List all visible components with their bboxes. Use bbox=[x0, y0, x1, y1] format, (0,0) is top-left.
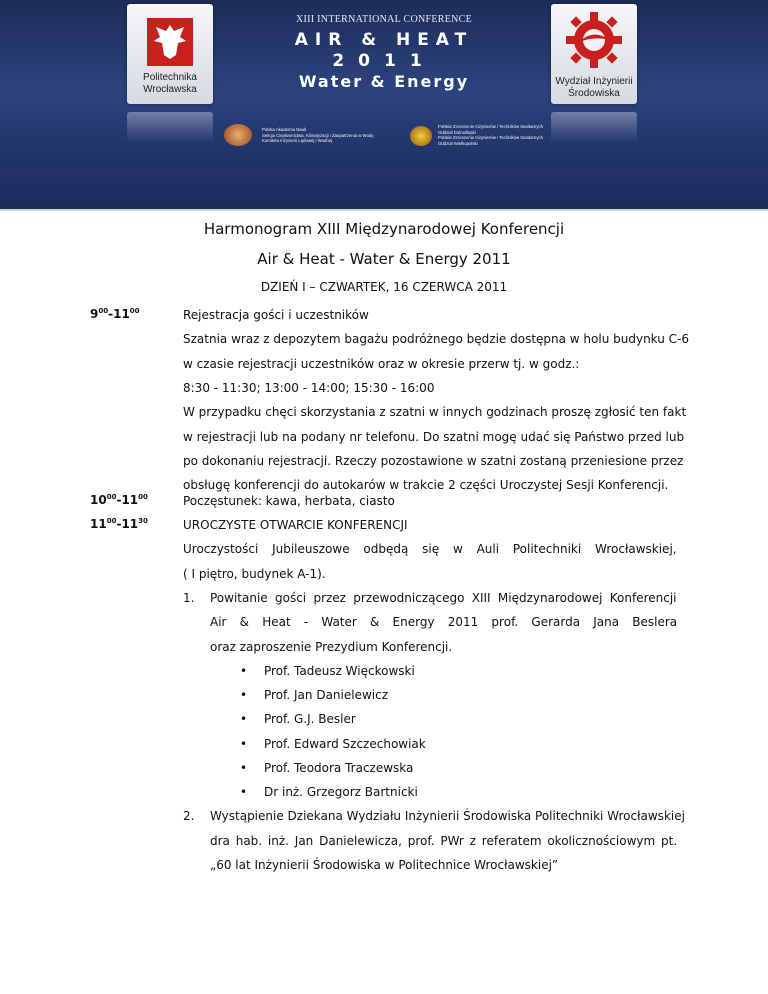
document-body bbox=[0, 211, 768, 994]
conference-subtitle: XIII INTERNATIONAL CONFERENCE bbox=[295, 14, 473, 25]
bullet-icon: • bbox=[240, 712, 248, 726]
bullet-icon: • bbox=[240, 688, 248, 702]
faculty-logo-text: Wydział Inżynierii Środowiska bbox=[555, 76, 633, 99]
bullet-icon: • bbox=[240, 761, 248, 775]
presidium-member: Dr inż. Grzegorz Bartnicki bbox=[264, 785, 418, 799]
presidium-member: Prof. G.J. Besler bbox=[264, 712, 356, 726]
item-text-line: Air & Heat - Water & Energy 2011 prof. Gerarda Jana Beslera bbox=[210, 615, 678, 629]
item-text-line: Wystąpienie Dziekana Wydziału Inżynierii Środowiska Politechniki Wrocławskiej bbox=[210, 809, 685, 823]
presidium-member: Prof. Edward Szczechowiak bbox=[264, 737, 426, 751]
conference-year: 2011 bbox=[332, 51, 436, 71]
registration-hours: 8:30 - 11:30; 13:00 - 14:00; 15:30 - 16:00 bbox=[183, 381, 435, 395]
item-text-line: oraz zaproszenie Prezydium Konferencji. bbox=[210, 640, 453, 654]
left-logo-reflection bbox=[127, 112, 213, 142]
slot-time: $9^{00}-11^{00}$ bbox=[90, 307, 140, 321]
item-number: 1. bbox=[183, 591, 195, 605]
conference-title-line1: AIR & HEAT bbox=[294, 30, 474, 50]
presidium-member: Prof. Teodora Traczewska bbox=[264, 761, 414, 775]
slot-title: UROCZYSTE OTWARCIE KONFERENCJI bbox=[183, 518, 408, 532]
registration-text-line: w rejestracji lub na podany nr telefonu. Do szatni mogę udać się Państwo przed lub bbox=[183, 430, 685, 444]
bullet-icon: • bbox=[240, 737, 248, 751]
presidium-member: Prof. Jan Danielewicz bbox=[264, 688, 389, 702]
registration-text-line: w czasie rejestracji uczestników oraz w okresie przerw tj. w godz.: bbox=[183, 357, 580, 371]
opening-text-line: Uroczystości Jubileuszowe odbędą się w Auli Politechniki Wrocławskiej, bbox=[183, 542, 677, 556]
day-heading: DZIEŃ I – CZWARTEK, 16 CZERWCA 2011 bbox=[260, 280, 508, 294]
item-number: 2. bbox=[183, 809, 195, 823]
item-text-line: dra hab. inż. Jan Danielewicza, prof. PWr z referatem okolicznościowym pt. bbox=[210, 834, 678, 848]
politechnika-logo-text: Politechnika Wrocławska bbox=[143, 72, 197, 95]
item-text-line: „60 lat Inżynierii Środowiska w Politechnice Wrocławskiej” bbox=[210, 858, 559, 872]
banner-lower-band bbox=[0, 168, 768, 211]
item-text-line: Powitanie gości przez przewodniczącego XIII Międzynarodowej Konferencji bbox=[210, 591, 677, 605]
bullet-icon: • bbox=[240, 785, 248, 799]
registration-text-line: obsługę konferencji do autokarów w trakcie 2 części Uroczystej Sesji Konferencji. bbox=[183, 478, 669, 492]
presidium-member: Prof. Tadeusz Więckowski bbox=[264, 664, 415, 678]
pzits-logo-icon bbox=[410, 126, 432, 146]
document-subtitle: Air & Heat - Water & Energy 2011 bbox=[257, 250, 511, 268]
slot-title: Rejestracja gości i uczestników bbox=[183, 308, 369, 322]
sponsor-pan-text: Polska Akademia Nauk Sekcja Ciepłownictwa, Klimatyzacji i Zaopatrzenia w Wodę Komitetu Inżynierii Lądowej i Wodnej bbox=[262, 127, 374, 143]
document-title: Harmonogram XIII Międzynarodowej Konferencji bbox=[203, 220, 565, 238]
opening-text-line: ( I piętro, budynek A-1). bbox=[183, 567, 326, 581]
registration-text-line: W przypadku chęci skorzystania z szatni w innych godzinach proszę zgłosić ten fakt bbox=[183, 405, 687, 419]
registration-text-line: Szatnia wraz z depozytem bagażu podróżnego będzie dostępna w holu budynku C-6 bbox=[183, 332, 690, 346]
slot-title: Poczęstunek: kawa, herbata, ciasto bbox=[183, 494, 395, 508]
slot-time: $11^{00}-11^{30}$ bbox=[90, 517, 148, 531]
sponsor-pzits-text: Polskie Zrzeszenie Inżynierów i Techników Sanitarnych Oddział Dolnośląski Polskie Zrzeszenie Inżynierów i Techników Sanitarnych Oddział Wielkopolski bbox=[438, 124, 544, 146]
conference-title-line3: Water & Energy bbox=[298, 72, 470, 91]
registration-text-line: po dokonaniu rejestracji. Rzeczy pozostawione w szatni zostaną przeniesione przez bbox=[183, 454, 684, 468]
bullet-icon: • bbox=[240, 664, 248, 678]
slot-time: $10^{00}-11^{00}$ bbox=[90, 493, 148, 507]
pan-logo-icon bbox=[224, 124, 252, 146]
conference-banner bbox=[0, 0, 768, 211]
right-logo-reflection bbox=[551, 112, 637, 142]
